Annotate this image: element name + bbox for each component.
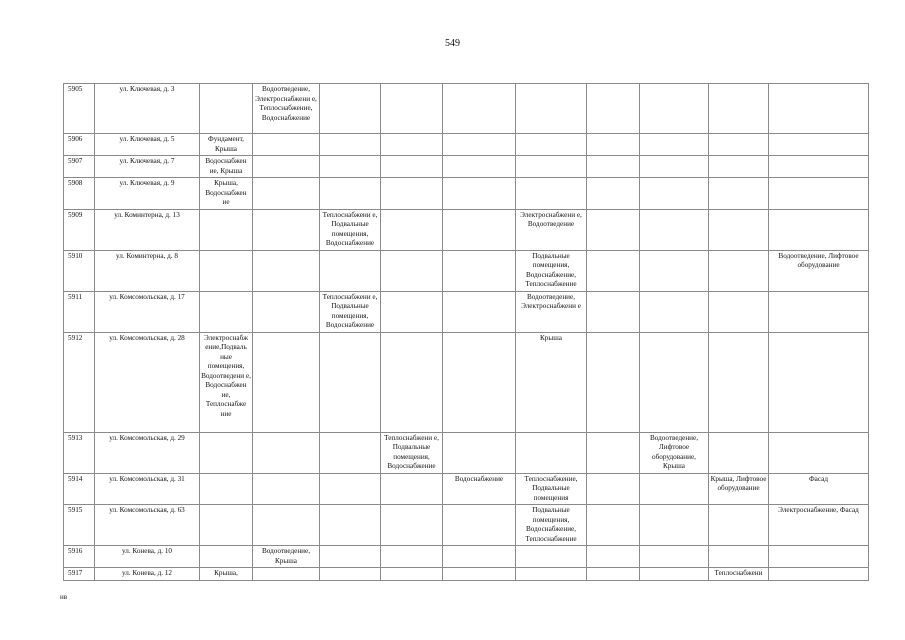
work-type-cell [320,178,381,210]
work-type-cell [709,505,769,546]
work-type-cell [443,291,516,332]
work-type-cell: Фасад [769,473,869,505]
work-type-cell [516,178,587,210]
work-type-cell [516,156,587,178]
table-row [64,432,869,473]
row-number-cell: 5905 [64,84,95,134]
work-type-cell [253,332,320,432]
address-cell: ул. Комсомольская, д. 29 [95,432,200,473]
work-type-cell [709,250,769,291]
work-type-cell [587,473,640,505]
work-type-cell [640,250,709,291]
work-type-cell: Водоотведение, Электроснабжени е [516,291,587,332]
work-type-cell [709,332,769,432]
row-number-cell: 5911 [64,291,95,332]
work-type-cell [381,473,443,505]
work-type-cell [253,568,320,581]
work-type-cell [381,250,443,291]
work-type-cell [516,546,587,568]
work-type-cell [587,84,640,134]
work-type-cell [381,291,443,332]
row-number-cell: 5916 [64,546,95,568]
work-type-cell [200,432,253,473]
work-type-cell [253,134,320,156]
work-type-cell [587,568,640,581]
table-row [64,473,869,505]
work-type-cell [587,156,640,178]
work-type-cell [769,432,869,473]
work-type-cell [769,291,869,332]
work-type-cell [769,568,869,581]
table-body [64,84,869,581]
work-type-cell: Теплоснабжение, Подвальные помещения [516,473,587,505]
work-type-cell [320,568,381,581]
address-cell: ул. Комсомольская, д. 31 [95,473,200,505]
work-type-cell [200,250,253,291]
row-number-cell: 5914 [64,473,95,505]
work-type-cell [381,332,443,432]
work-type-cell [443,250,516,291]
table-row [64,505,869,546]
row-number-cell: 5907 [64,156,95,178]
work-type-cell [443,546,516,568]
work-type-cell [587,291,640,332]
work-type-cell [200,546,253,568]
work-type-cell: Подвальные помещения, Водоснабжение, Теплоснабжение [516,505,587,546]
address-cell: ул. Коминтерна, д. 13 [95,209,200,250]
work-type-cell [320,432,381,473]
work-type-cell: Крыша, Водоснабжен ие [200,178,253,210]
work-type-cell [200,84,253,134]
row-number-cell: 5909 [64,209,95,250]
work-type-cell [381,568,443,581]
work-type-cell [200,505,253,546]
work-type-cell [443,568,516,581]
work-type-cell [587,332,640,432]
work-type-cell [769,178,869,210]
work-type-cell: Электроснабж ение,Подваль ные помещения, Водоотведени е, Водоснабжен ие, Теплоснабже ние [200,332,253,432]
work-type-cell [320,332,381,432]
work-type-cell [709,432,769,473]
work-type-cell [587,505,640,546]
work-type-cell [769,209,869,250]
address-cell: ул. Ключевая, д. 9 [95,178,200,210]
row-number-cell: 5910 [64,250,95,291]
work-type-cell [443,134,516,156]
work-type-cell [640,134,709,156]
table-row [64,134,869,156]
work-type-cell [381,178,443,210]
work-type-cell [443,332,516,432]
work-type-cell [769,332,869,432]
work-type-cell [587,178,640,210]
work-type-cell [381,156,443,178]
row-number-cell: 5915 [64,505,95,546]
address-cell: ул. Коминтерна, д. 8 [95,250,200,291]
table-row [64,568,869,581]
work-type-cell [640,546,709,568]
address-cell: ул. Комсомольская, д. 17 [95,291,200,332]
work-type-cell [381,505,443,546]
work-type-cell [709,178,769,210]
work-type-cell [640,178,709,210]
address-cell: ул. Ключевая, д. 3 [95,84,200,134]
work-type-cell [381,546,443,568]
work-type-cell [253,505,320,546]
schedule-table [63,83,869,581]
work-type-cell [769,156,869,178]
work-type-cell: Крыша, Лифтовое оборудование [709,473,769,505]
row-number-cell: 5913 [64,432,95,473]
work-type-cell [381,209,443,250]
work-type-cell [443,432,516,473]
work-type-cell [443,209,516,250]
table-row [64,546,869,568]
work-type-cell [640,209,709,250]
work-type-cell [320,250,381,291]
work-type-cell [769,546,869,568]
work-type-cell [253,473,320,505]
work-type-cell [640,332,709,432]
work-type-cell [381,134,443,156]
work-type-cell [320,505,381,546]
work-type-cell [709,546,769,568]
table-row [64,250,869,291]
address-cell: ул. Комсомольская, д. 63 [95,505,200,546]
work-type-cell [253,156,320,178]
work-type-cell: Электроснабжение, Фасад [769,505,869,546]
work-type-cell [443,505,516,546]
work-type-cell [516,84,587,134]
address-cell: ул. Ключевая, д. 5 [95,134,200,156]
work-type-cell [769,84,869,134]
work-type-cell [200,291,253,332]
table-row [64,209,869,250]
work-type-cell: Водоотведение, Лифтовое оборудование, Крыша [640,432,709,473]
address-cell: ул. Конева, д. 12 [95,568,200,581]
work-type-cell: Теплоснабжени е, Подвальные помещения, Водоснабжение [320,291,381,332]
work-type-cell [253,178,320,210]
work-type-cell [320,134,381,156]
row-number-cell: 5917 [64,568,95,581]
work-type-cell [253,250,320,291]
work-type-cell [587,546,640,568]
work-type-cell [709,156,769,178]
work-type-cell: Теплоснабжени е, Подвальные помещения, Водоснабжение [320,209,381,250]
work-type-cell [709,291,769,332]
work-type-cell [640,156,709,178]
work-type-cell [587,250,640,291]
table-row [64,178,869,210]
work-type-cell [587,432,640,473]
work-type-cell [709,84,769,134]
work-type-cell [320,156,381,178]
table-row [64,291,869,332]
address-cell: ул. Комсомольская, д. 28 [95,332,200,432]
work-type-cell [320,473,381,505]
work-type-cell: Водоотведение, Электроснабжени е, Теплоснабжение, Водоснабжение [253,84,320,134]
work-type-cell [516,134,587,156]
work-type-cell: Теплоснабжени [709,568,769,581]
work-type-cell [640,84,709,134]
table-row [64,156,869,178]
work-type-cell [200,209,253,250]
work-type-cell: Теплоснабжени е, Подвальные помещения, Водоснабжение [381,432,443,473]
footer-mark: нв [60,593,68,601]
row-number-cell: 5912 [64,332,95,432]
table-row [64,84,869,134]
work-type-cell [253,209,320,250]
work-type-cell: Подвальные помещения, Водоснабжение, Теплоснабжение [516,250,587,291]
work-type-cell [640,568,709,581]
work-type-cell [253,432,320,473]
work-type-cell [769,134,869,156]
work-type-cell [200,473,253,505]
work-type-cell [516,432,587,473]
work-type-cell [253,291,320,332]
work-type-cell [443,156,516,178]
work-type-cell: Фундамент, Крыша [200,134,253,156]
work-type-cell: Водоотведение, Лифтовое оборудование [769,250,869,291]
work-type-cell [709,209,769,250]
work-type-cell [320,84,381,134]
work-type-cell: Крыша [516,332,587,432]
work-type-cell [443,178,516,210]
work-type-cell [381,84,443,134]
work-type-cell [516,568,587,581]
page-number: 549 [445,38,460,49]
address-cell: ул. Ключевая, д. 7 [95,156,200,178]
work-type-cell: Водоотведение, Крыша [253,546,320,568]
work-type-cell [640,473,709,505]
address-cell: ул. Конева, д. 10 [95,546,200,568]
work-type-cell [587,134,640,156]
work-type-cell [320,546,381,568]
work-type-cell: Крыша, [200,568,253,581]
work-type-cell: Водоснабжен ие, Крыша [200,156,253,178]
work-type-cell [640,291,709,332]
work-type-cell [443,84,516,134]
work-type-cell [709,134,769,156]
row-number-cell: 5908 [64,178,95,210]
table-row [64,332,869,432]
work-type-cell [587,209,640,250]
work-type-cell: Водоснабжение [443,473,516,505]
row-number-cell: 5906 [64,134,95,156]
work-type-cell: Электроснабжени е, Водоотведение [516,209,587,250]
work-type-cell [640,505,709,546]
